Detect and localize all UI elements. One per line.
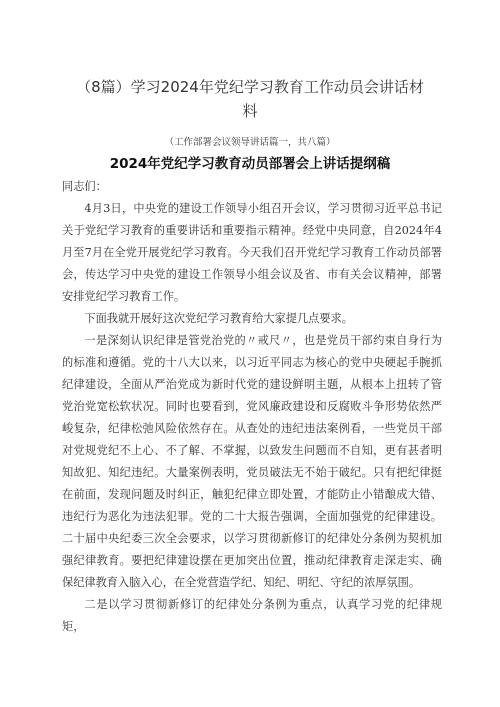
speech-title: 2024年党纪学习教育动员部署会上讲话提纲稿 <box>109 156 391 172</box>
speech-body <box>62 176 442 638</box>
paragraph: 一是深刻认识纪律是管党治党的〃戒尺〃，也是党员干部约束自身行为的标准和遵循。党的十八大以来，以习近平同志为核心的党中央硬起手腕抓纪律建设，全面从严治党成为新时代党的建设鲜明主题，从根本上扭转了管党治党宽松软状况。同时也要看到，党风廉政建设和反腐败斗争形势依然严峻复杂，纪律松弛风险依然存在。从查处的违纪违法案例看，一些党员干部对党规党纪不上心、不了解、不掌握，以致发生问题而不自知，更有甚者明知故犯、知纪违纪。大量案例表明，党员破法无不始于破纪。只有把纪律挺在前面，发现问题及时纠正，触犯纪律立即处置，才能防止小错酿成大错、违纪行为恶化为违法犯罪。党的二十大报告强调，全面加强党的纪律建设。二十届中央纪委三次全会要求，以学习贯彻新修订的纪律处分条例为契机加强纪律教育。要把纪律建设摆在更加突出位置，推动纪律教育走深走实、确保纪律教育入脑入心，在全党营造学纪、知纪、明纪、守纪的浓厚氛围。 <box>62 334 442 589</box>
paragraph: 4月3日，中央党的建设工作领导小组召开会议，学习贯彻习近平总书记关于党纪学习教育的重要讲话和重要指示精神。经党中央同意，自2024年4月至7月在全党开展党纪学习教育。今天我们召开党纪学习教育工作动员部署会，传达学习中央党的建设工作领导小组会议及省、市有关会议精神，部署安排党纪学习教育工作。 <box>62 202 442 303</box>
document-title-line-2: 料 <box>242 102 258 120</box>
greeting: 同志们： <box>62 180 107 193</box>
document-subtitle: （工作部署会议领导讲话篇一，共八篇） <box>164 137 336 148</box>
paragraph: 二是以学习贯彻新修订的纪律处分条例为重点，认真学习党的纪律规矩， <box>62 598 442 633</box>
document-title-line-1: （8篇）学习2024年党纪学习教育工作动员会讲话材 <box>76 78 424 96</box>
paragraph: 下面我就开展好这次党纪学习教育给大家提几点要求。 <box>84 312 353 325</box>
